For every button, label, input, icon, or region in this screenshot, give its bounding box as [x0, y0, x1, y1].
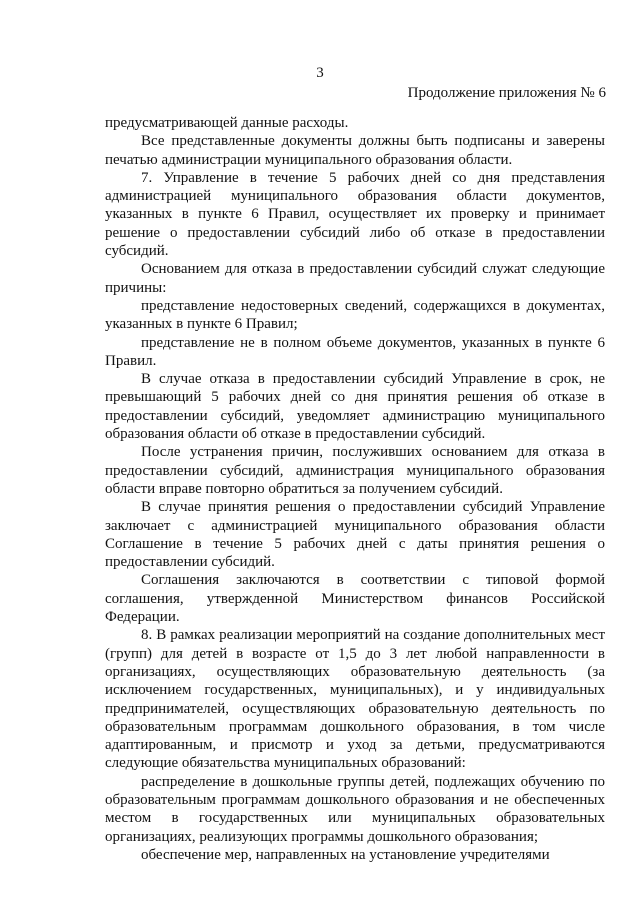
document-body: [105, 114, 605, 864]
header-note: Продолжение приложения № 6: [407, 85, 606, 101]
paragraph: представление недостоверных сведений, содержащихся в документах, указанных в пункте 6 Правил;: [105, 297, 605, 333]
paragraph: В случае отказа в предоставлении субсидий Управление в срок, не превышающий 5 рабочих дней со дня принятия решения об отказе в предоставлении субсидий, уведомляет администрацию муниципального образования области об отказе в предоставлении субсидий.: [105, 371, 605, 443]
paragraph: представление не в полном объеме документов, указанных в пункте 6 Правил.: [105, 334, 605, 369]
paragraph: обеспечение мер, направленных на установление учредителями: [141, 846, 550, 863]
paragraph: В случае принятия решения о предоставлении субсидий Управление заключает с администрацией муниципального образования области Соглашение в течение 5 рабочих дней с даты принятия решения о предоставлении субсидий.: [105, 499, 605, 571]
paragraph-continuation: предусматривающей данные расходы.: [105, 115, 349, 131]
paragraph: Соглашения заключаются в соответствии с типовой формой соглашения, утвержденной Министерством финансов Российской Федерации.: [105, 572, 605, 626]
paragraph-item-7: 7. Управление в течение 5 рабочих дней со дня представления администрацией муниципального образования области документов, указанных в пункте 6 Правил, осуществляет их проверку и принимает решение о предоставлении субсидий либо об отказе в предоставлении субсидий.: [105, 169, 605, 260]
paragraph: распределение в дошкольные группы детей, подлежащих обучению по образовательным программам дошкольного образования и не обеспеченных местом в государственных или муниципальных образовательных организациях, реализующих программы дошкольного образования;: [105, 773, 605, 845]
page-number: 3: [316, 65, 324, 81]
paragraph: Все представленные документы должны быть подписаны и заверены печатью администрации муниципального образования области.: [105, 133, 605, 168]
paragraph: После устранения причин, послуживших основанием для отказа в предоставлении субсидий, администрация муниципального образования области вправе повторно обратиться за получением субсидий.: [105, 444, 605, 497]
paragraph: Основанием для отказа в предоставлении субсидий служат следующие причины:: [105, 261, 605, 296]
paragraph-item-8: 8. В рамках реализации мероприятий на создание дополнительных мест (групп) для детей в возрасте от 1,5 до 3 лет любой направленности в организациях, осуществляющих образовательную деятельность (за исключением государственных, муниципальных), и у индивидуальных предпринимателей, осуществляющих образовательную деятельность по образовательным программам дошкольного образования, в том числе адаптированным, и присмотр и уход за детьми, предусматриваются следующие обязательства муниципальных образований:: [105, 627, 605, 772]
